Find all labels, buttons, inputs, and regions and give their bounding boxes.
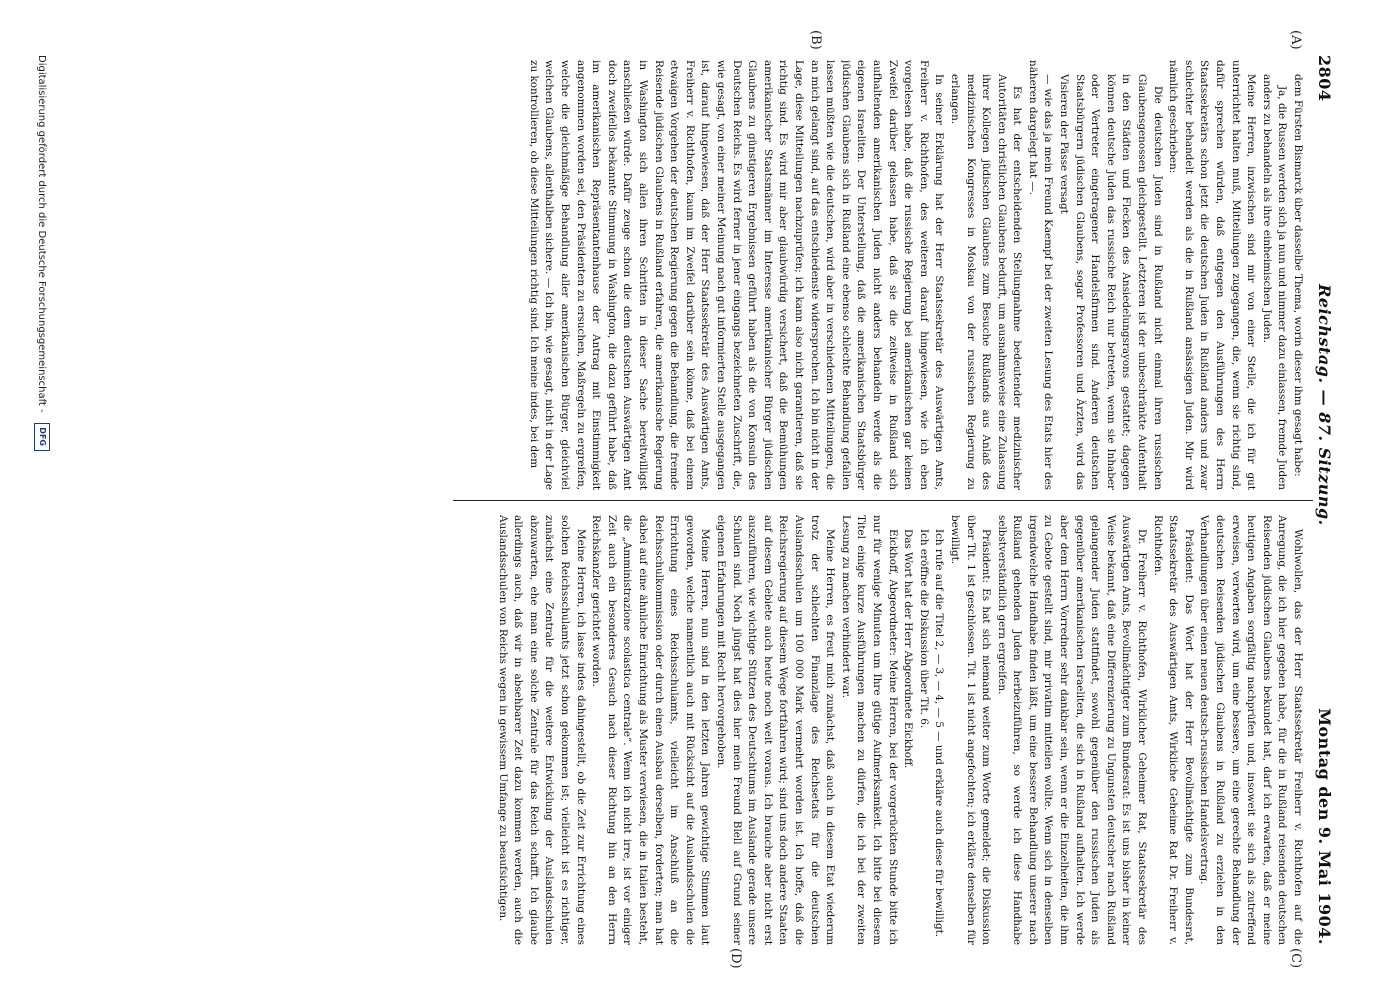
session-date: Montag den 9. Mai 1904. [1315,708,1335,945]
margin-mark-d: (D) [728,948,743,969]
margin-mark-c: (C) [1288,948,1303,969]
paragraph: Meine Herren, es freut mich zunächst, daß auch in diesem Etat wiederum trotz der schlechten Finanzlage des Reichsetats für die deutschen Auslandsschulen um 100 000 Mark vermehrt worden ist. Ich hoffe, daß die Reichsregierung auf diesem Wege fortfahren wird; sind uns doch andere Staaten auf diesem Gebiete auch heute noch weit voraus. Ich brauche aber nicht erst auszuführen, wie wichtige Stützen des Deutschtums im Auslande gerade unsere Schulen sind. Noch jüngst hat dies hier mein Freund Blell auf Grund seiner eigenen Erfahrungen mit Recht hervorgehoben. [715,515,837,945]
left-text-column [435,60,1305,490]
quote-paragraph: Ja, die Russen werden sich ja nun und nimmer dazu einlassen, fremde Juden anders zu behandeln als ihre einheimischen Juden. [1260,74,1289,490]
paragraph: Eickhoff, Abgeordneter: Meine Herren, bei der vorgerückten Stunde bitte ich nur für wenige Minuten um Ihre gütige Aufmerksamkeit. Ich bitte bei diesem Titel einige kurze Ausführungen machen zu dürfen, die ich bei der zweiten Lesung zu machen verhindert war. [839,515,899,945]
paragraph: Das Wort hat der Herr Abgeordnete Eickhoff. [902,529,915,769]
page-header [1311,55,1339,945]
paragraph: — wie das ja mein Freund Kaempf bei der zweiten Lesung des Etats hier des näheren dargelegt hat —. [1026,60,1055,490]
margin-mark-a: (A) [1288,30,1303,50]
paragraph: Meine Herren, nun sind in den letzten Jahren gewichtige Stimmen laut geworden, welche namentlich auch mit Rücksicht auf die Auslandsschulen die Errichtung eines Reichsschulamts, vielleicht im Anschluß an die Reichsschulkommission oder durch einen Ausbau derselben, forderten; man hat dabei auf eine ähnliche Einrichtung als Muster verwiesen, die in Italien besteht, die „Amministrazione scolastica centrale“. Wenn ich nicht irre, ist vor einiger Zeit auch ein besonderes Gesuch nach dieser Richtung hin an den Herrn Reichskanzler gerichtet worden. [590,515,712,945]
digitization-credit [31,55,53,955]
margin-mark-b: (B) [808,30,823,50]
page-title: Reichstag. — 87. Sitzung. [1315,284,1335,526]
paragraph: Ich eröffne die Diskussion über Tit. 6. [917,529,930,729]
paragraph: Meine Herren, ich lasse indes dahingestellt, ob die Zeit zur Errichtung eines solchen Reichsschulamts jetzt schon gekommen ist; vielleicht ist es richtiger, zunächst eine Zentrale für die weitere Entwicklung der Auslandsschulen abzuwarten, ehe man eine solche Zentrale für das Reich schafft. Ich glaube allerdings auch, daß wir in absehbarer Zeit dazu kommen werden, auch die Auslandsschulen von Reichs wegen in gewissem Umfange zu beaufsichtigen. [496,515,587,945]
paragraph: Meine Herren, inzwischen sind mir von einer Stelle, die ich für gut unterrichtet halten muß, Mitteilungen zugegangen, die, wenn sie richtig sind, dafür sprechen würden, daß entgegen den Ausführungen des Herrn Staatssekretärs schon jetzt die deutschen Juden in Rußland anders und zwar schlechter behandelt werden als die in Rußland ansässigen Juden. Mir wird nämlich geschrieben: [1167,60,1258,490]
paragraph: Ich rufe auf die Titel 2, — 3, — 4, — 5 — und erkläre auch diese für bewilligt. [933,529,946,938]
column-divider [453,500,1313,501]
credit-text: Digitalisierung gefördert durch die Deutsche Forschungsgemeinschaft - [36,55,48,413]
paragraph: Dr. Freiherr v. Richthofen, Wirklicher Geheimer Rat, Staatssekretär des Auswärtigen Amts, Bevollmächtigter zum Bundesrat: Es ist uns bisher in keiner Weise bekannt, daß eine Differenzierung zu Ungunsten deutscher nach Rußland gelangender Juden stattfindet, sowohl gegenüber den russischen Juden als gegenüber amerikanischen Israeliten, die sich in Rußland aufhalten. Ich werde aber dem Herrn Vorredner sehr dankbar sein, wenn er die Einzelheiten, die ihm zu Gebote gestellt sind, mir privatim mitteilen wollte. Wenn sich in denselben irgendwelche Handhabe finden läßt, um eine bessere Behandlung unserer nach Rußland gehenden Juden herbeizuführen, so werde ich diese Handhabe selbstverständlich gern ergreifen. [995,515,1149,945]
paragraph: dem Fürsten Bismarck über dasselbe Thema, worin dieser ihm gesagt habe: [1292,74,1304,477]
paragraph: Wohlwollen, das der Herr Staatssekretär Freiherr v. Richthofen auf die Anregung, die ich hier gegeben habe, für die in Rußland reisenden deutschen Reisenden jüdischen Glaubens bekundet hat, darf ich erwarten, daß er meine heutigen Angaben sorgfältig nachprüfen und, insoweit sie sich als zutreffend erweisen, verwerten wird, um eine bessere, um eine gerechte Behandlung der deutschen Reisenden jüdischen Glaubens in Rußland zu erzielen in den Verhandlungen über einen neuen deutsch-russischen Handelsvertrag. [1198,515,1304,945]
quote-paragraph: Es hat der entscheidenden Stellungnahme bedeutender medizinischer Autoritäten christlichen Glaubens bedurft, um ausnahmsweise eine Zulassung ihrer Kollegen jüdischen Glaubens zum Besuche Rußlands aus Anlaß des medizinischen Kongresses in Moskau von der russischen Regierung zu erlangen. [948,74,1024,490]
paragraph: Präsident: Das Wort hat der Herr Bevollmächtigte zum Bundesrat, Staatssekretär des Auswärtigen Amts, Wirkliche Geheime Rat Dr. Freiherr v. Richthofen. [1151,515,1195,945]
page-number: 2804 [1315,55,1335,102]
paragraph: In seiner Erklärung hat der Herr Staatssekretär des Auswärtigen Amts, Freiherr v. Richthofen, des weiteren darauf hingewiesen, wie ich eben vorgelesen habe, daß die russische Regierung bei amerikanischen gar keinen Zweifel darüber gelassen habe, daß sie die zeitweise in Rußland sich aufhaltenden amerikanischen Juden nicht anders behandeln werde als die eigenen Israeliten. Der Unterstellung, daß die amerikanischen Staatsbürger jüdischen Glaubens sich in Rußland eine ebenso schlechte Behandlung gefallen lassen müßten wie die deutschen, wird aber in verschiedenen Mitteilungen, die an mich gelangt sind, auf das entschiedenste widersprochen. Ich bin nicht in der Lage, diese Mitteilungen nachzuprüfen; ich kann also nicht garantieren, daß sie richtig sind. Es wird mir aber glaubwürdig versichert, daß die Bemühungen amerikanischer Staatsmänner im Interesse amerikanischer Bürger jüdischen Glaubens zu günstigeren Ergebnissen geführt haben als die von Konsuln des Deutschen Reichs. Es wird ferner in jener eingangs bezeichneten Zuschrift, die, wie gesagt, von einer meiner Meinung nach gut informierten Stelle ausgegangen ist, darauf hingewiesen, daß der Herr Staatssekretär des Auswärtigen Amts, Freiherr v. Richthofen, kaum im Zweifel darüber sein könne, daß bei einem etwaigen Vorgehen der deutschen Regierung gegen die Behandlung, die fremde Reisende jüdischen Glaubens in Rußland erfahren, die amerikanische Regierung in Washington sich allen ihren Schritten in dieser Sache bereitwilligst anschließen würde. Dafür zeuge schon die dem deutschen Auswärtigen Amt doch zweifellos bekannte Stimmung in Washington, die dazu geführt habe, daß im amerikanischen Repräsentantenhause der Antrag mit Einstimmigkeit angenommen worden sei, den Präsidenten zu ersuchen, Maßregeln zu ergreifen, welche die gleichmäßige Behandlung aller amerikanischen Bürger, gleichviel welchen Glaubens, allenthalben sichere. — Ich bin, wie gesagt, nicht in der Lage zu kontrollieren, ob diese Mitteilungen richtig sind. Ich meine indes, bei dem [527,60,946,490]
paragraph: Präsident: Es hat sich niemand weiter zum Worte gemeldet; die Diskussion über Tit. 1 ist geschlossen. Tit. 1 ist nicht angefochten; ich erkläre denselben für bewilligt. [948,515,993,945]
quote-paragraph: Die deutschen Juden sind in Rußland nicht einmal ihren russischen Glaubensgenossen gleichgestellt. Letzteren ist der unbeschränkte Aufenthalt in den Städten und Flecken des Ansiedelungsrayons gestattet; dagegen können deutsche Juden das russische Reich nur betreten, wenn sie Inhaber oder Vertreter eingetragener Handelsfirmen sind. Anderen deutschen Staatsbürgern jüdischen Glaubens, sogar Professoren und Ärzten, wird das Visieren der Pässe versagt [1058,74,1164,490]
dfg-logo: DFG [34,423,50,451]
right-text-column [435,515,1305,945]
